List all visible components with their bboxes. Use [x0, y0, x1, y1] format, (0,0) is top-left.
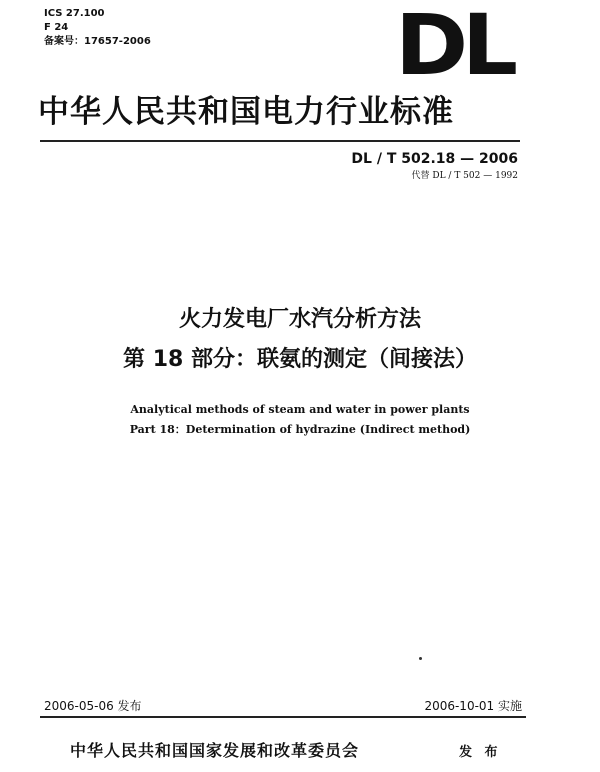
speck-mark	[419, 657, 422, 660]
issue-date: 2006-05-06 发布	[44, 699, 142, 713]
dl-logo: DL	[395, 0, 512, 94]
title-cn-line1: 火力发电厂水汽分析方法	[178, 307, 421, 332]
record-number: 备案号：17657-2006	[44, 36, 151, 47]
title-en-line1: Analytical methods of steam and water in power plants	[130, 403, 470, 416]
class-code: F 24	[44, 22, 69, 33]
publish-label: 发 布	[459, 745, 502, 760]
replaces-code: 代替 DL / T 502 — 1992	[411, 171, 518, 181]
issuer: 中华人民共和国国家发展和改革委员会	[70, 741, 360, 760]
title-en-line2: Part 18：Determination of hydrazine (Indirect method)	[129, 423, 471, 436]
header-rule	[40, 140, 520, 142]
standard-title: 中华人民共和国电力行业标准	[38, 94, 454, 130]
ics-code: ICS 27.100	[44, 8, 105, 19]
footer-rule	[40, 716, 526, 718]
title-cn-line2: 第 18 部分：联氨的测定（间接法）	[123, 347, 477, 372]
implement-date: 2006-10-01 实施	[424, 699, 522, 713]
standard-code: DL / T 502.18 — 2006	[351, 151, 518, 167]
